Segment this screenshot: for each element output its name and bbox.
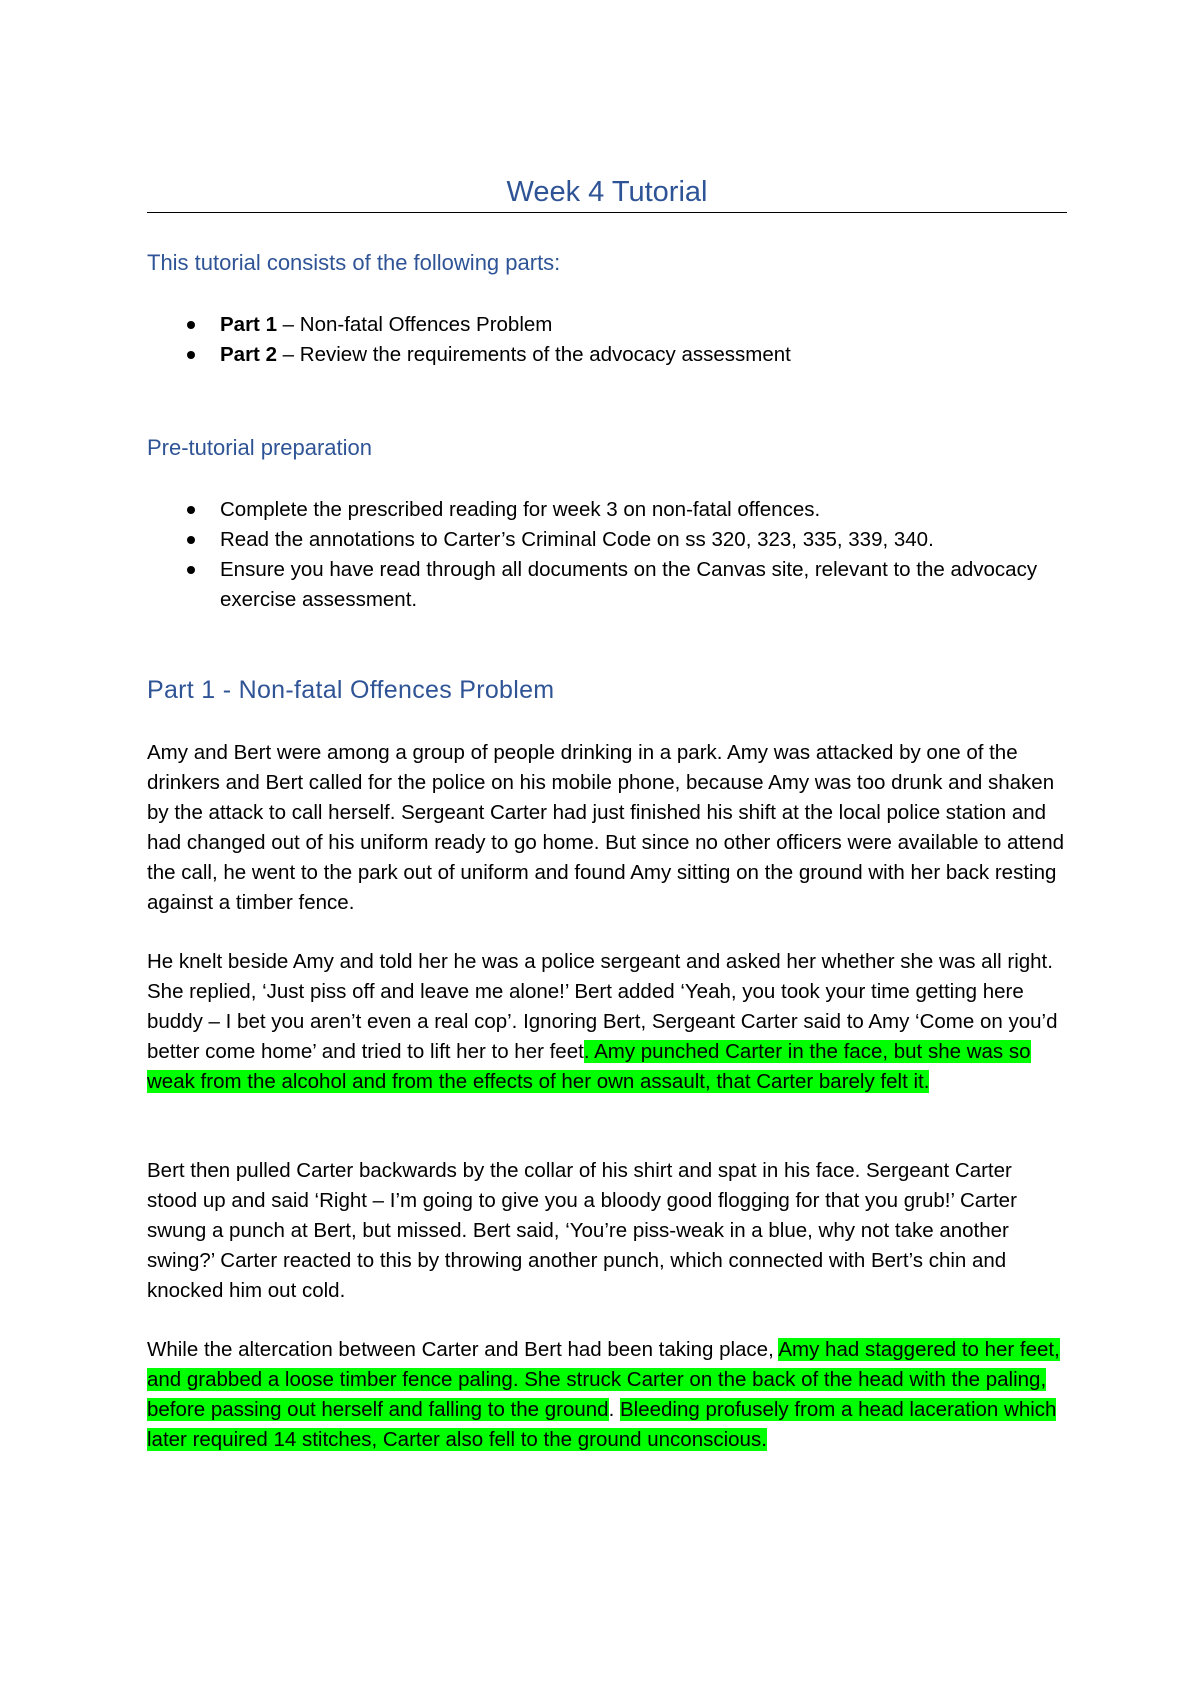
list-item [147, 340, 1067, 370]
bullet-icon [187, 536, 195, 544]
part-text: – Non-fatal Offences Problem [276, 313, 553, 336]
bullet-icon [187, 566, 195, 574]
page-title: Week 4 Tutorial [506, 176, 708, 208]
part-label: Part 1 [220, 313, 277, 336]
prep-item-text: Complete the prescribed reading for week 3 on non-fatal offences. [220, 498, 821, 521]
part1-paragraph-2 [147, 947, 1067, 1097]
title-divider [147, 212, 1067, 213]
part1-paragraph-1: Amy and Bert were among a group of people drinking in a park. Amy was attacked by one of the drinkers and Bert called for the police on his mobile phone, because Amy was too drunk and shaken by the attack to call herself. Sergeant Carter had just finished his shift at the local police station and had changed out of his uniform ready to go home. But since no other officers were available to attend the call, he went to the park out of uniform and found Amy sitting on the ground with her back resting against a timber fence. [147, 741, 1064, 914]
highlighted-text: Bleeding profusely from a head laceration which later required 14 stitches, Carter also fell to the ground unconscious. [147, 1398, 1057, 1451]
part-label: Part 2 [220, 343, 277, 366]
prep-item-text: Read the annotations to Carter’s Criminal Code on ss 320, 323, 335, 339, 340. [220, 528, 934, 551]
paragraph-text: . [608, 1398, 620, 1421]
prep-list [147, 495, 1067, 615]
intro-heading: This tutorial consists of the following parts: [147, 250, 561, 275]
prep-item-text: Ensure you have read through all documents on the Canvas site, relevant to the advocacy exercise assessment. [220, 558, 1038, 611]
bullet-icon [187, 351, 195, 359]
bullet-icon [187, 506, 195, 514]
highlighted-text: . Amy punched Carter in the face, but she was so weak from the alcohol and from the effects of her own assault, that Carter barely felt it. [147, 1040, 1031, 1093]
paragraph-text: While the altercation between Carter and Bert had been taking place, [147, 1338, 779, 1361]
highlighted-text: Amy had staggered to her feet, and grabbed a loose timber fence paling. She struck Carter on the back of the head with the paling, before passing out herself and falling to the ground [147, 1338, 1060, 1421]
list-item [147, 310, 1067, 340]
list-item [147, 525, 1067, 555]
paragraph-text: He knelt beside Amy and told her he was a police sergeant and asked her whether she was all right. She replied, ‘Just piss off and leave me alone!’ Bert added ‘Yeah, you took your time getting here buddy – I bet you aren’t even a real cop’. Ignoring Bert, Sergeant Carter said to Amy ‘Come on you’d better come home’ and tried to lift her to her feet [147, 950, 1058, 1063]
list-item [147, 555, 1067, 615]
part1-paragraph-4 [147, 1335, 1067, 1455]
part1-paragraph-3: Bert then pulled Carter backwards by the collar of his shirt and spat in his face. Sergeant Carter stood up and said ‘Right – I’m going to give you a bloody good flogging for that you grub!’ Carter swung a punch at Bert, but missed. Bert said, ‘You’re piss-weak in a blue, why not take another swing?’ Carter reacted to this by throwing another punch, which connected with Bert’s chin and knocked him out cold. [147, 1159, 1017, 1302]
bullet-icon [187, 321, 195, 329]
prep-heading: Pre-tutorial preparation [147, 435, 373, 460]
part-text: – Review the requirements of the advocacy assessment [276, 343, 791, 366]
parts-list [147, 310, 1067, 370]
part1-heading: Part 1 - Non-fatal Offences Problem [147, 676, 555, 704]
list-item [147, 495, 1067, 525]
